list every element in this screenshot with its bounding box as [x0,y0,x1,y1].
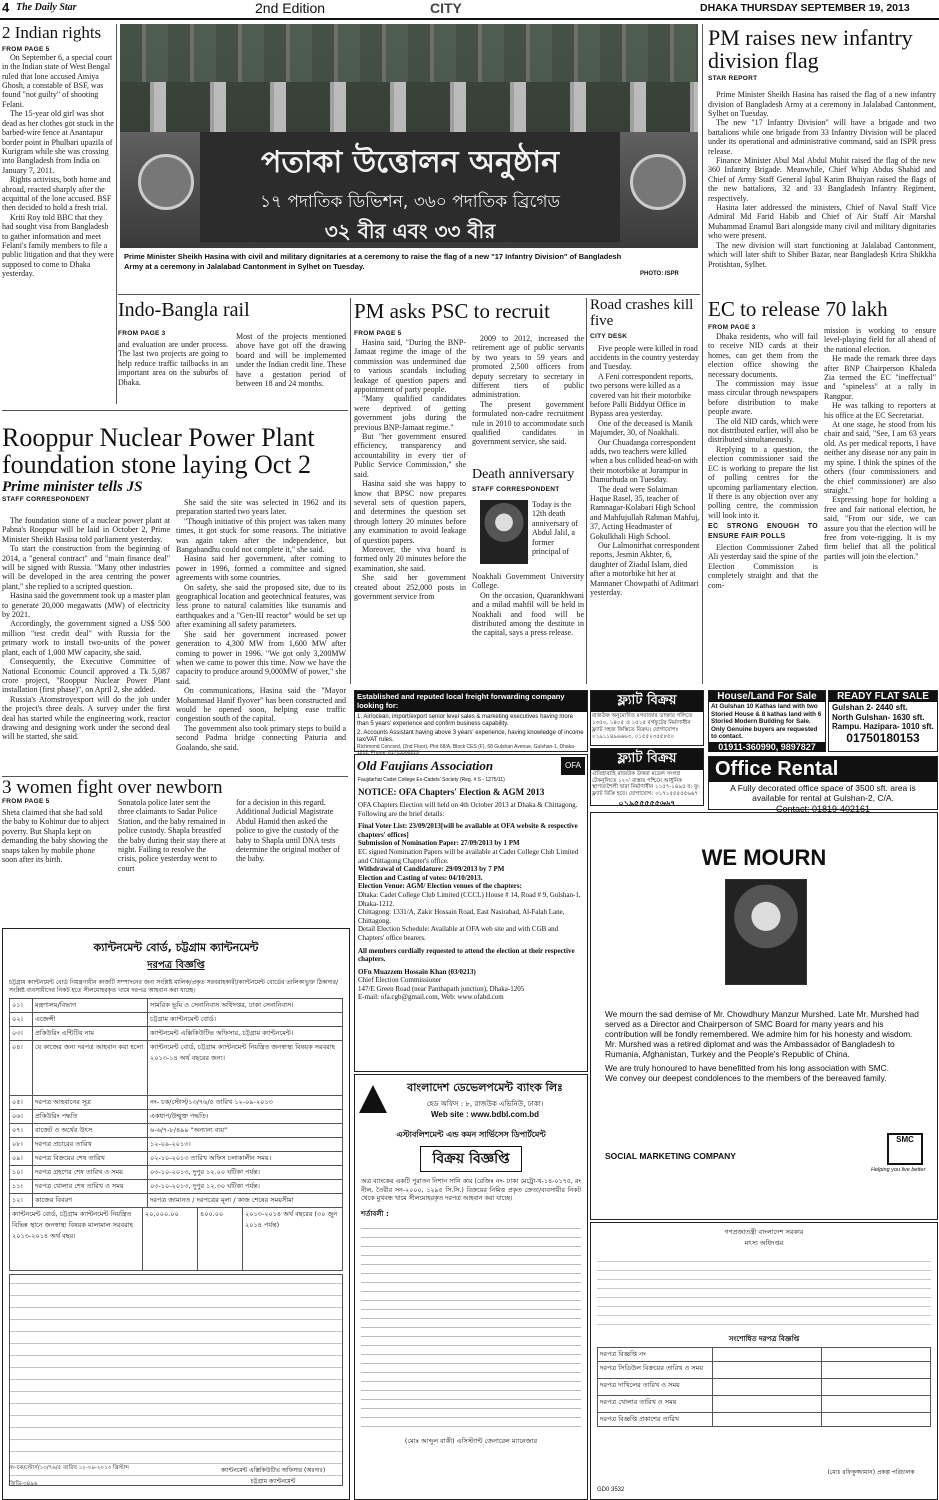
rooppur-story [2,424,348,503]
road-kicker: CITY DESK [590,332,628,340]
road-para: One of the deceased is Manik Majumder, 30, of Noakhali. [590,418,693,438]
mourn-text: We convey our deepest condolences to the members of the bereaved family. [605,1073,887,1083]
fish-label: দরপত্র বিজ্ঞপ্তি প্রকাশের তারিখ [598,1413,713,1427]
cant-value: ১২-০৯-২০১৩। [148,1138,343,1152]
officers-row [120,24,698,82]
mourn-tagline: Helping you live better [871,1167,926,1173]
banner-line: ১৭ পদাতিক ডিভিশন, ৩৬০ পদাতিক ব্রিগেড [259,192,561,212]
psc-para: The present government formulated non-cadre recruitment rule in 2010 to accommodate such qualified candidates in government service, she said. [472,399,584,447]
rooppur-para: Hasina said her government, after coming to power in 1996, formed a committee and signed agreements with some countries. [176,554,346,583]
fish-notice: সংশোধিত দরপত্র বিজ্ঞপ্তি [728,1335,800,1343]
road-para: A Feni correspondent reports, two persons were killed as a covered van hit their motorbike before Palli Biddyut Office in Bypass area yesterday. [590,371,694,419]
ready-line: North Gulshan- 1630 sft. [832,713,925,722]
office-rental-ad [708,756,938,814]
psc-headline: PM asks PSC to recruit [354,299,551,323]
fish-subtitle: মৎস্য অধিদপ্তর [744,1239,784,1247]
cant-sign: ক্যান্টনমেন্ট এক্সিকিউটিভ অফিসার (অঃদাঃ) [220,1467,326,1474]
ofa-line: All members cordially requested to attend the election at their respective chapters. [358,946,575,964]
felani-kicker: FROM PAGE 5 [2,45,50,53]
flat1-text: রাজউক অনুমোদিত মগবাজার ডাক্তার গলিতে ১৩৫০, ১৪০৫ ও ১৫১৫ বর্গফুটের নির্মাণাধীন ফ্ল্যাট সহজ কিস্তিতে বিক্রয়। যোগাযোগঃ ০১৯১১৪৯৬৬৬৩, ০১৫৫২৩৫৫৮৫০ [592,713,693,740]
table-row [10,1208,343,1271]
freight-address: Richmond Concord, (2nd Floor), Plot 68/A, Block CES (F), 68 Gulshan Avenue, Gulshan-1, Dhaka-1212, Phone: 01713300229 [357,744,576,756]
fish-table [597,1347,931,1427]
cant-sign: চট্টগ্রাম ক্যান্টনমেন্ট [250,1478,296,1485]
cant-label: কাজের বিবরণ [33,1194,148,1208]
house-title: House/Land For Sale [709,691,825,702]
paper-name: The Daily Star [16,2,77,13]
infantry-story [708,26,936,269]
we-mourn-ad [590,812,938,1220]
cant-label: দরপত্র প্রচারের তারিখ [33,1138,148,1152]
ofa-signature: OFn Muazzem Hossain Khan (03/0213) [358,967,476,976]
ofa-logo-icon: OFA [561,757,585,775]
bdbl-sale-notice [354,1074,588,1500]
ec-para: He made the remark three days after BNP Chairperson Khaleda Zia termed the EC "ineffectual" and "spineless" at a rally in Rangpur. [824,354,936,401]
rooppur-para: "Though initiative of this project was taken many times, it got stuck for some reasons. The initiative was again taken after the independence, but Bangabandhu could not complete it," she said. [176,516,346,555]
cant-deposit: ২০,০০০.০০ [143,1208,198,1271]
felani-para: The 15-year old girl was shot dead as her clothes got stuck in the barbed-wire fence at Anantapur border point in Phulbari upazila of Kurigram while she was crossing into Bangladesh from India on January 7, 2011. [2,109,114,175]
rooppur-col2 [176,498,346,752]
rooppur-para: She said the site was selected in 1962 and its preparation started two years later. [176,498,346,517]
infantry-para: Prime Minister Sheikh Hasina has raised the flag of a new infantry division of Bangladesh Army at a ceremony in Jalalabad Cantonment, Sylhet on Tuesday. [708,90,936,118]
freight-title: Established and reputed local freight forwarding company looking for: [355,691,587,712]
ofa-line: Dhaka: Cadet College Club Limited (CCCL) House # 14, Road # 9, Gulshan-1, Dhaka-1212. [358,890,581,908]
cant-subtitle: দরপত্র বিজ্ঞপ্তি [147,960,205,971]
masthead [0,0,939,20]
felani-body [2,53,114,279]
cant-label: দরপত্র খোলার শেষ তারিখ ও সময় [33,1180,148,1194]
division-emblem-left [138,154,194,210]
column-divider [116,24,117,404]
fish-signature: (মোঃ রফিকুজ্জামান) প্রকল্প পরিচালক [827,1469,915,1476]
rooppur-para: Hasina said the government took up a master plan to generate 20,000 megawatts (MW) of electricity by 2021. [2,591,170,620]
death-para: Noakhali Government University College. [472,572,584,591]
death-text1: Today is the 12th death anniversary of Abdul Jalil, a former principal of [532,500,578,557]
road-para: The dead were Solaiman Haque Rasel, 35, teacher of Ramnagar-Kolabari High School and Mahfujullah Rahman Mahfuj, 37, Acting Headmaster of Gokulkhali High School. [590,484,700,541]
table-row: ০৯। দরপত্র বিক্রয়ের শেষ তারিখ ০২-১০-২০১৩ তারিখ অফিস চলাকালীন সময়। [10,1152,343,1166]
women-headline: 3 women fight over newborn [2,777,223,798]
cant-id: জিডি-৩৪৯৬ [9,1481,38,1487]
road-headline: Road crashes kill five [590,297,694,329]
cant-value: ০৩-১০-২০১৩, দুপুর ১২.৩০ ঘটিকা পর্যন্ত। [148,1180,343,1194]
cant-label: যে কাজের জন্য দরপত্র আহবান করা হলো [33,1041,148,1096]
freight-ad [354,690,588,756]
table-row [598,1348,931,1362]
cant-value: ৬-৬/৭-৮/৪৯৯ "অন্যান্য ব্যয়" [148,1124,343,1138]
ready-line: Rampu. Hazipara- 1010 sft. [832,722,934,731]
road-para: Five people were killed in road accidents in the country yesterday and Tuesday. [590,343,699,372]
bdbl-conditions-text [361,1222,581,1430]
cant-value: ০৩-১০-২০১৩, দুপুর ১২.০০ ঘটিকা পর্যন্ত। [148,1166,343,1180]
death-text [472,572,584,638]
office-text: A Fully decorated office space of 3500 sft. area is available for rental at Gulshan-2, C/A. [730,783,916,803]
ec-para: At one stage, he stood from his chair and said, "See, I am 63 years old. As per medical reports, I have neither any disease nor any pain in my spine. I think the spines of the others (four commissioners and the chief commissioner) are also straight." [824,420,936,495]
rooppur-headline: Rooppur Nuclear Power Plant [2,423,315,452]
column-divider [702,24,703,684]
ec-col1 [708,332,818,590]
cant-value: নং- চক/স্টোর্স/১৩/৭৬/৫ তারিখ ১২-০৯-২০১৩ [148,1096,343,1110]
ec-kicker: FROM PAGE 3 [708,324,756,331]
bdbl-address: হেড অফিস : ৮, রাজউক এভিনিউ, ঢাকা। [426,1100,544,1108]
psc-para: "Many qualified candidates were deprived of getting government jobs during the previous BNP-Jamaat regime." [354,394,466,432]
flat2-phone: ০১৯৫৫৫৫৫৬৬৭ [618,799,676,808]
house-text: At Gulshan 10 Kathas land with two Storied House & 8 kathas land with 6 Storied Modern Building for Sale. Only Genuine buyers are requested to contact. [711,703,822,740]
fish-label: দরপত্র দাখিলের তারিখ ও সময় [598,1379,713,1396]
ceremony-banner [200,132,620,242]
cant-deadline: ২০১৩-২০১৪ অর্থ বছরের (৩০ জুন ২০১৪ পর্যন্ত) [243,1208,343,1271]
ec-para: Expressing hope for holding a free and fair national election, he said, "From our side, we can assure you that the election will be free from vote-rigging. It is my firm belief that all the political parties will join the election." [824,495,936,561]
rooppur-para: Consequently, the Executive Committee of National Economic Council approved a Tk 5,087 crore project, "Rooppur Nuclear Power Plant installation (first phase)", on April 2, she added. [2,657,170,695]
ofa-line: Submission of Nomination Paper: 27/09/2013 by 1 PM [358,839,520,848]
flat1-title: ফ্ল্যাট বিক্রয় [591,691,703,712]
road-story [590,298,700,597]
flat-sale-ad-2 [590,748,704,806]
office-title: Office Rental [709,757,937,782]
mourn-company: SOCIAL MARKETING COMPANY [605,1151,736,1161]
psc-col2 [472,334,584,447]
cant-label: দরপত্র গ্রহণের শেষ তারিখ ও সময় [33,1166,148,1180]
cant-value: ক্যান্টনমেন্ট এক্সিকিউটিভ অফিসার, চট্টগ্রাম ক্যান্টনমেন্ট। [148,1027,343,1041]
table-row: ১০। দরপত্র গ্রহণের শেষ তারিখ ও সময় ০৩-১০-২০১৩, দুপুর ১২.০০ ঘটিকা পর্যন্ত। [10,1166,343,1180]
table-row [598,1413,931,1427]
rooppur-para: The government also took primary steps to build a second Padma bridge connecting Paturia and Goalando, she said. [176,723,346,752]
ec-para: The commission may issue mass circular through newspapers before distribution to make people aware. [708,379,818,417]
ec-subhead: EC STRONG ENOUGH TO ENSURE FAIR POLLS [708,523,818,540]
table-row: ০৮। দরপত্র প্রচারের তারিখ ১২-০৯-২০১৩। [10,1138,343,1152]
felani-story [2,24,114,279]
ofa-line: Final Voter List: 23/09/2013[will be available at OFA website & respective chapters' offices] [358,822,578,839]
mourn-text: We mourn the sad demise of Mr. Chowdhury Manzur Murshed. Late Mr. Murshed had served as a Director and Chairperson of SMC Board for many years and his contribution will be fondly remembered. We admire him for his honesty and wisdom. Mr. Murshed was a retired diplomat and was the Ambassador of Bangladesh to Rumania, Afghanistan, Turkey and the People's Republic of China. [605,1009,919,1059]
table-row: ০৩। প্রকিউরিং এন্টিটির নাম ক্যান্টনমেন্ট এক্সিকিউটিভ অফিসার, চট্টগ্রাম ক্যান্টনমেন্ট। [10,1027,343,1041]
edition-label: 2nd Edition [255,0,326,16]
photo-caption: Prime Minister Sheikh Hasina with civil and military dignitaries at a ceremony to raise the flag of a new "17 Infantry Division" of Bangladesh Army at a ceremony in Jalalabad Cantonment in Sylhet on Tuesday. [124,252,622,271]
banner-line: ৩২ বীর এবং ৩৩ বীর [324,219,496,243]
infantry-para: The new "17 Infantry Division" will have a brigade and two battalions while one brigade from 33 Infantry Division will be placed under its operational and administrative command, said an ISPR press release. [708,118,936,156]
table-row: ০১। মন্ত্রণালয়/বিভাগ সামরিক ভূমি ও সেনানিবাস অধিদপ্তর, ঢাকা সেনানিবাস। [10,999,343,1013]
cant-value: সামরিক ভূমি ও সেনানিবাস অধিদপ্তর, ঢাকা সেনানিবাস। [148,999,343,1013]
fish-title: গণপ্রজাতন্ত্রী বাংলাদেশ সরকার [724,1228,804,1236]
smc-logo-icon: SMC [887,1133,923,1165]
cant-value: ০২-১০-২০১৩ তারিখ অফিস চলাকালীন সময়। [148,1152,343,1166]
infantry-para: The new division will start functioning at Jalalabad Cantonment, which will later shift to Shiber Bazar, near Bangladesh Krira Shikkha Protishtan, Sylhet. [708,240,936,269]
cant-signature [203,1465,343,1487]
cant-terms-block [9,1274,343,1486]
ofa-line: Election and Casting of votes: 04/10/2013. [358,873,483,882]
bdbl-website: Web site : www.bdbl.com.bd [430,1110,539,1119]
women-col1: Sheta claimed that she had sold the baby to Kohinur due to abject poverty. But Shapla kept on demanding the baby showing the snaps taken by mobile phone soon after its birth. [2,808,110,865]
table-row [598,1379,931,1396]
ec-headline: EC to release 70 lakh [708,297,888,321]
rooppur-para: On safety, she said the proposed site, due to its geographical location and geotechnical features, was less prone to natural calamities like tsunamis and earthquakes and a "Gen-III reactor" would be set up after examining all safety parameters. [176,582,346,630]
mourn-text: We are truly honoured to have benefitted from his long association with SMC. [605,1063,889,1073]
table-row: ০৪। যে কাজের জন্য দরপত্র আহবান করা হলো ক্যান্টনমেন্ট বোর্ড, চট্টগ্রাম ক্যান্টনমেন্ট নিয়ন্ত্রিত জনস্বাস্থ্য বিষয়ক সরবরাহ ২০১৩-১৪ অর্থ বছরের জন্য। [10,1041,343,1096]
road-para: Our Chuadanga correspondent adds, two teachers were killed when a bus collided head-on with their motorbike at Jorampur in Damurhuda on Tuesday. [590,437,698,485]
cant-table [9,998,343,1208]
cant-label: দরপত্র বিক্রয়ের শেষ তারিখ [33,1152,148,1166]
indobangla-kicker: FROM PAGE 3 [118,330,166,337]
psc-col1 [354,338,466,601]
flat2-title: ফ্ল্যাট বিক্রয় [591,749,703,770]
section-divider [2,410,348,411]
infantry-headline: PM raises new infantry division flag [708,25,913,74]
bdbl-text: অত্র ব্যাংকের একটি পুরাতন নিশান সানি কার (রেজিঃ নং- ঢাকা মেট্রো-খ-১৪-০১৭৫, রং নীল, তৈরীর সন-২০০০, ১২৯৫ সি.সি.) বিক্রয়ের নিমিত্ত প্রকৃত ক্রেতা/ব্যবসায়ীর নিকট থেকে মুখবন্ধ খামে সীলমোহরকৃত দরপত্র আহবান করা যাচ্ছে। [361,1178,581,1202]
indobangla-story [118,299,346,389]
rooppur-para: Accordingly, the government signed a US$ 500 million "test credit deal" with Russia for the primary work to install two-units of the power plant, each of 1,000 MW capacity, she said. [2,619,170,657]
table-row [598,1362,931,1379]
rooppur-para: She said her government increased power generation to 4,300 MW from 1,600 MW after coming to power in 1996. "We got only 3,200MW when we came to power this time. Now we have the capacity to produce around 9,000MW of power," she said. [176,629,346,686]
ready-phone: 01750180153 [846,731,920,745]
ec-para: mission is working to ensure level-playing field for all ahead of the national election. [824,326,936,354]
table-row: ১১। দরপত্র খোলার শেষ তারিখ ও সময় ০৩-১০-২০১৩, দুপুর ১২.৩০ ঘটিকা পর্যন্ত। [10,1180,343,1194]
bdbl-title: বিক্রয় বিজ্ঞপ্তি [420,1146,522,1172]
psc-para: Hasina said she was happy to know that BPSC now prepares several sets of question papers, and determines the question set through lottery 20 minutes before any examination to avoid leakage of question papers. [354,479,466,545]
ofa-signature: 147/E Green Road (near Panthapath junction), Dhaka-1205 [358,984,525,993]
table-row: ০৬। প্রকিউরিং পদ্ধতি একধাপ/উন্মুক্ত পদ্ধতি। [10,1110,343,1124]
ready-flat-ad [828,690,938,752]
cant-label: প্রকিউরিং এন্টিটির নাম [33,1027,148,1041]
cant-label: প্রকিউরিং পদ্ধতি [33,1110,148,1124]
indobangla-headline: Indo-Bangla rail [118,299,250,321]
ofa-line: Detail Election Schedule: Available at OFA web site and with CGB and Chapters' office bearers. [358,925,559,942]
division-emblem-right [630,154,686,210]
infantry-kicker: STAR REPORT [708,75,758,83]
freight-item: 2. Accounts Assistant having above 3 years' experience, having knowledge of income tax/VAT rules. [357,730,584,743]
death-para: On the occasion, Quarankhwani and a milad mahfil will be held in Noakhali and food will be distributed among the destitute in the capital, says a press release. [472,590,584,638]
death-anniversary [472,467,584,638]
rooppur-para: Russia's Atomstroyexport will do the job under the project's three deals. A survey under the first deal has started while the engineering work, reactor drawing and designing work under the second deal will be started, she said. [2,694,170,742]
ofa-signature: E-mail: ofa.cgb@gmail.com, Web: www.ofabd.com [358,993,504,1002]
cant-price: ৪০০.০০ [198,1208,243,1271]
indobangla-col2: Most of the projects mentioned above have got off the drawing board and will be implemented under the Indian credit line. These have a gestation period of between 18 and 24 months. [236,332,346,389]
psc-para: She said her government created about 252,000 posts in government service from [354,573,466,601]
ofa-title: Old Faujians Association [357,758,494,773]
psc-para: 2009 to 2012, increased the retirement age of public servants by two years to 59 years and promoted 2,500 officers from deputy secretary to secretary in different tiers of public administration. [472,334,584,400]
psc-para: But "her government ensured efficiency, transparency and accountability in every tier of Public Service Commission," she said. [354,432,466,479]
fish-id: GD0 3532 [597,1487,625,1493]
rooppur-para: To start the construction from the beginning of 2014, a "general contract" and "main finance deal" will be signed with Russia. "Many other industries will be developed in the area centring the power plant," she replied to a scripted question. [2,544,170,591]
cant-label: বাজেট ও অর্থের উৎস [33,1124,148,1138]
table-row [598,1396,931,1413]
banner-title: পতাকা উত্তোলন অনুষ্ঠান [260,145,560,180]
cant-label: এজেন্সী [33,1013,148,1027]
cant-label: মন্ত্রণালয়/বিভাগ [33,999,148,1013]
road-para: Our Lalmonirhat correspondent reports, Jesmin Akhter, 6, daughter of Ziadul Islam, died after a motorbike hit her at Mannaner Chowpathi of Aditmari yesterday. [590,541,700,598]
table-row: ০২। এজেন্সী চট্টগ্রাম ক্যান্টনমেন্ট বোর্ড। [10,1013,343,1027]
infantry-body [708,90,936,269]
ready-title: READY FLAT SALE [829,691,937,702]
ready-line: Gulshan 2- 2440 sft. [832,703,908,712]
ofa-notice-ad [354,754,588,1072]
dateline: DHAKA THURSDAY SEPTEMBER 19, 2013 [700,2,910,14]
ec-para: Dhaka residents, who will fail to receive NID cards at their homes, can get them from the election office showing the necessary documents. [708,332,818,379]
fish-intro-text [597,1255,931,1329]
women-col2: Sonatola police later sent the three claimants to Sadar Police Station, and the baby remained in police custody. Shapla breastfed the baby during their stay there at night. Failing to resolve the crisis, police yesterday went to court [118,798,226,873]
death-headline: Death anniversary [472,467,575,482]
cantonment-tender-notice [2,928,350,1500]
table-row: ১২। কাজের বিবরণ দরপত্র জামানত / দরপত্রের মূল্য / কাজ শেষের সময়সীমা [10,1194,343,1208]
felani-headline: 2 Indian rights [2,23,102,42]
cant-work: ক্যান্টনমেন্ট বোর্ড, চট্টগ্রাম ক্যান্টনমেন্ট নিয়ন্ত্রিত বিভিন্ন স্থানে জনস্বাস্থ্য বিষয়ক মালামাল সরবরাহ ২০১৩-২০১৪ অর্থ বছর। [10,1208,143,1271]
psc-kicker: FROM PAGE 5 [354,330,402,337]
fish-label: দরপত্র বিজ্ঞপ্তি নং [598,1348,713,1362]
indobangla-col1: and evaluation are under process. The last two projects are going to help reduce traffic tailbacks in an important area on the suburbs of Dhaka. [118,340,228,387]
cant-reference: নং-চক/স্টোর্স/১৩/৭৬/৫ তারিখ ১২-০৯-২০১৩ খ্রিস্টাব্দ [9,1465,130,1471]
column-divider [586,298,587,684]
fish-label: দরপত্র খোলার তারিখ ও সময় [598,1396,713,1413]
portrait-photo [480,500,528,564]
fisheries-tender-notice [590,1222,938,1500]
bdbl-name: বাংলাদেশ ডেভেলপমেন্ট ব্যাংক লিঃ [407,1081,563,1094]
road-body [590,344,700,598]
felani-para: Rights activists, both home and abroad, reacted sharply after the acquittal of the lone accused. BSF then decided to hold a fresh trial. [2,175,112,213]
ofa-line: Withdrawal of Candidature: 29/09/2013 by 7 PM [358,865,505,874]
women-kicker: FROM PAGE 5 [2,797,50,805]
page-number: 4 [2,0,10,15]
cant-intro: চট্টগ্রাম ক্যান্টনমেন্ট বোর্ড নিয়ন্ত্রণাধীন কাজটি সম্পাদনের জন্য সংশ্লিষ্ট মালিক/প্রকৃত সরবরাহকারী/ক্যান্টনমেন্ট বোর্ডের তালিকাভুক্ত ঠিকাদার/সংশ্লিষ্ট ব্যবসায়ীদের নিকট হতে সীলমোহরকৃত খামে দরপত্র আহবান করা যাচ্ছে। [9,979,338,994]
fish-label: দরপত্র সিডিউল বিক্রয়ের তারিখ ও সময় [598,1362,713,1379]
women-story [2,777,348,873]
rooppur-headline: foundation stone laying Oct 2 [2,450,312,480]
infantry-para: Finance Minister Abul Mal Abdul Muhit raised the flag of the new 360 Infantry Brigade. Meanwhile, Chief Whip Abdus Shahid and Chief of Army Staff General Iqbal Karim Bhuiyan raised the flags of the new battalions, 32 and 33 Bangladesh Infantry Regiment, respectively. [708,156,936,203]
column-divider [350,298,351,684]
house-sale-ad [708,690,826,752]
section-label: CITY [430,0,462,16]
ofa-notice-title: NOTICE: OFA Chapters' Election & AGM 2013 [358,787,545,797]
felani-para: Kriti Roy told BBC that they had sought visa from Bangladesh to gather information and meet Felani's family members to file a public litigation and that they were supposed to come to Dhaka yesterday. [2,212,114,279]
table-row: ০৭। বাজেট ও অর্থের উৎস ৬-৬/৭-৮/৪৯৯ "অন্যান্য ব্যয়" [10,1124,343,1138]
ofa-line: Chittagong: 1331/A, Zakir Hossain Road, East Nasirabad, Al-Falah Lane, Chittagong. [358,908,565,925]
ec-para: He was talking to reporters at his office at the EC Secretariat. [824,401,936,420]
ec-para: The old NID cards, which were not distributed earlier, will also be distributed simultaneously. [708,416,818,445]
ec-para: Replying to a question, the election commissioner said the EC is working to prepare the list of polling centres for the upcoming parliamentary election. If there is any objection over any polling centre, the commission will look into it. [708,444,818,520]
cant-value: দরপত্র জামানত / দরপত্রের মূল্য / কাজ শেষের সময়সীমা [148,1194,343,1208]
cant-value: ক্যান্টনমেন্ট বোর্ড, চট্টগ্রাম ক্যান্টনমেন্ট নিয়ন্ত্রিত জনস্বাস্থ্য বিষয়ক সরবরাহ ২০১৩-১৪ অর্থ বছরের জন্য। [148,1041,343,1096]
cant-title: ক্যান্টনমেন্ট বোর্ড, চট্টগ্রাম ক্যান্টনমেন্ট [93,941,259,954]
section-divider [118,294,700,295]
rooppur-para: The foundation stone of a nuclear power plant at Pabna's Rooppur will be laid in October 2, Prime Minister Sheikh Hasina told parliament yesterday. [2,516,170,544]
cant-value: একধাপ/উন্মুক্ত পদ্ধতি। [148,1110,343,1124]
table-row: ০৫। দরপত্র আহবানের সূত্র নং- চক/স্টোর্স/১৩/৭৬/৫ তারিখ ১২-০৯-২০১৩ [10,1096,343,1110]
cant-label: দরপত্র আহবানের সূত্র [33,1096,148,1110]
house-phone: 01911-360990, 9897827 [709,742,825,752]
death-kicker: STAFF CORRESPONDENT [472,485,560,493]
flat2-text: ঐতিহ্যবাহি রাজউক উত্তরা মডেল সংলগ্ন টেকনুলিতে ১২০' রাস্তার পশ্চিমে আধুনিক স্থাপত্যশৈলী দ্বারা নির্মাণাধীন ১১৫৭-১৪৯৫ ব: ফু: ফ্ল্যাট বিক্রি হবে। যোগাযোগ: ০১৭১৫৫৫৫৫৬৬৭ [592,771,700,797]
ofa-signature: Chief Election Commissioner [358,976,442,985]
ofa-subtitle: Faujdarhat Cadet College Ex-Cadets' Society (Reg. # S - 1275/11) [358,777,505,783]
rooppur-para: On communications, Hasina said the "Mayor Mohammad Hanif flyover" has been constructed and would be opened soon, helping ease traffic congestion south of the capital. [176,686,346,724]
ec-para: Election Commissioner Zabed Ali yesterday said the spine of the Election Commission is completely straight and that the com- [708,542,818,590]
bdbl-dept: এস্টাবলিশমেন্ট এন্ড কমন সার্ভিসেস ডিপার্টমেন্ট [396,1130,546,1139]
freight-item: 1. Air/ocean, import/export senior level sales & marketing executives having more than 5 years' experience and confirm business capability. [357,714,574,727]
cant-value: চট্টগ্রাম ক্যান্টনমেন্ট বোর্ড। [148,1013,343,1027]
ec-story [708,297,936,590]
rooppur-kicker: STAFF CORRESPONDENT [2,495,90,503]
flat-sale-ad-1 [590,690,704,746]
psc-para: Moreover, the viva board is formed only 20 minutes before the examination, she said. [354,544,466,573]
cant-work-table [9,1207,343,1271]
infantry-para: Hasina later addressed the ministers, Chief of Naval Staff Vice Admiral Md Farid Habib and Chief of Air Staff Air Marshal Muhammad Enamul Bari alongside many civil and military dignitaries who were present. [708,203,936,241]
bdbl-logo-icon [359,1085,387,1113]
psc-para: Hasina said, "During the BNP-Jamaat regime the image of the commission was undermined due to various scandals including leakage of question papers and appointment of party people. [354,338,466,395]
ofa-line: OFA Chapters Election will held on 4th October 2013 at Dhaka & Chittagong. Following are the brief details: [358,801,578,818]
photo-credit: PHOTO: ISPR [640,271,679,277]
rooppur-subhead: Prime minister tells JS [2,478,143,495]
bdbl-signature: (মোঃ আব্দুল বাকী) এসিস্ট্যান্ট জেনারেল ম্যানেজার [404,1436,538,1445]
dignitaries-row [120,82,698,132]
news-photo [120,24,698,248]
felani-para: On September 6, a special court in the Indian state of West Bengal ruled that lone accused Amiya Ghosh, a constable of BSF, was found "not guilty" of shooting Felani. [2,52,113,109]
women-col3: for a decision in this regard. Additional Judicial Magistrate Abdul Hamid then asked the police to give the custody of the baby to Shapla until DNA tests determine the original mother of the baby. [236,798,340,864]
ofa-line: Election Venue: AGM/ Election venues of the chapters: [358,882,522,891]
mourn-portrait [725,879,807,985]
bdbl-rules-title: শর্তাবলী : [361,1209,389,1218]
rooppur-col1 [2,516,170,742]
office-contact: Contact: 01819-402161 [775,804,871,814]
ec-col2 [824,326,936,561]
ofa-line: EC signed Nomination Papers will be available at Cadet College Club Limited and Chittagong Chapter's office. [358,847,579,865]
mourn-title: WE MOURN [701,845,827,870]
